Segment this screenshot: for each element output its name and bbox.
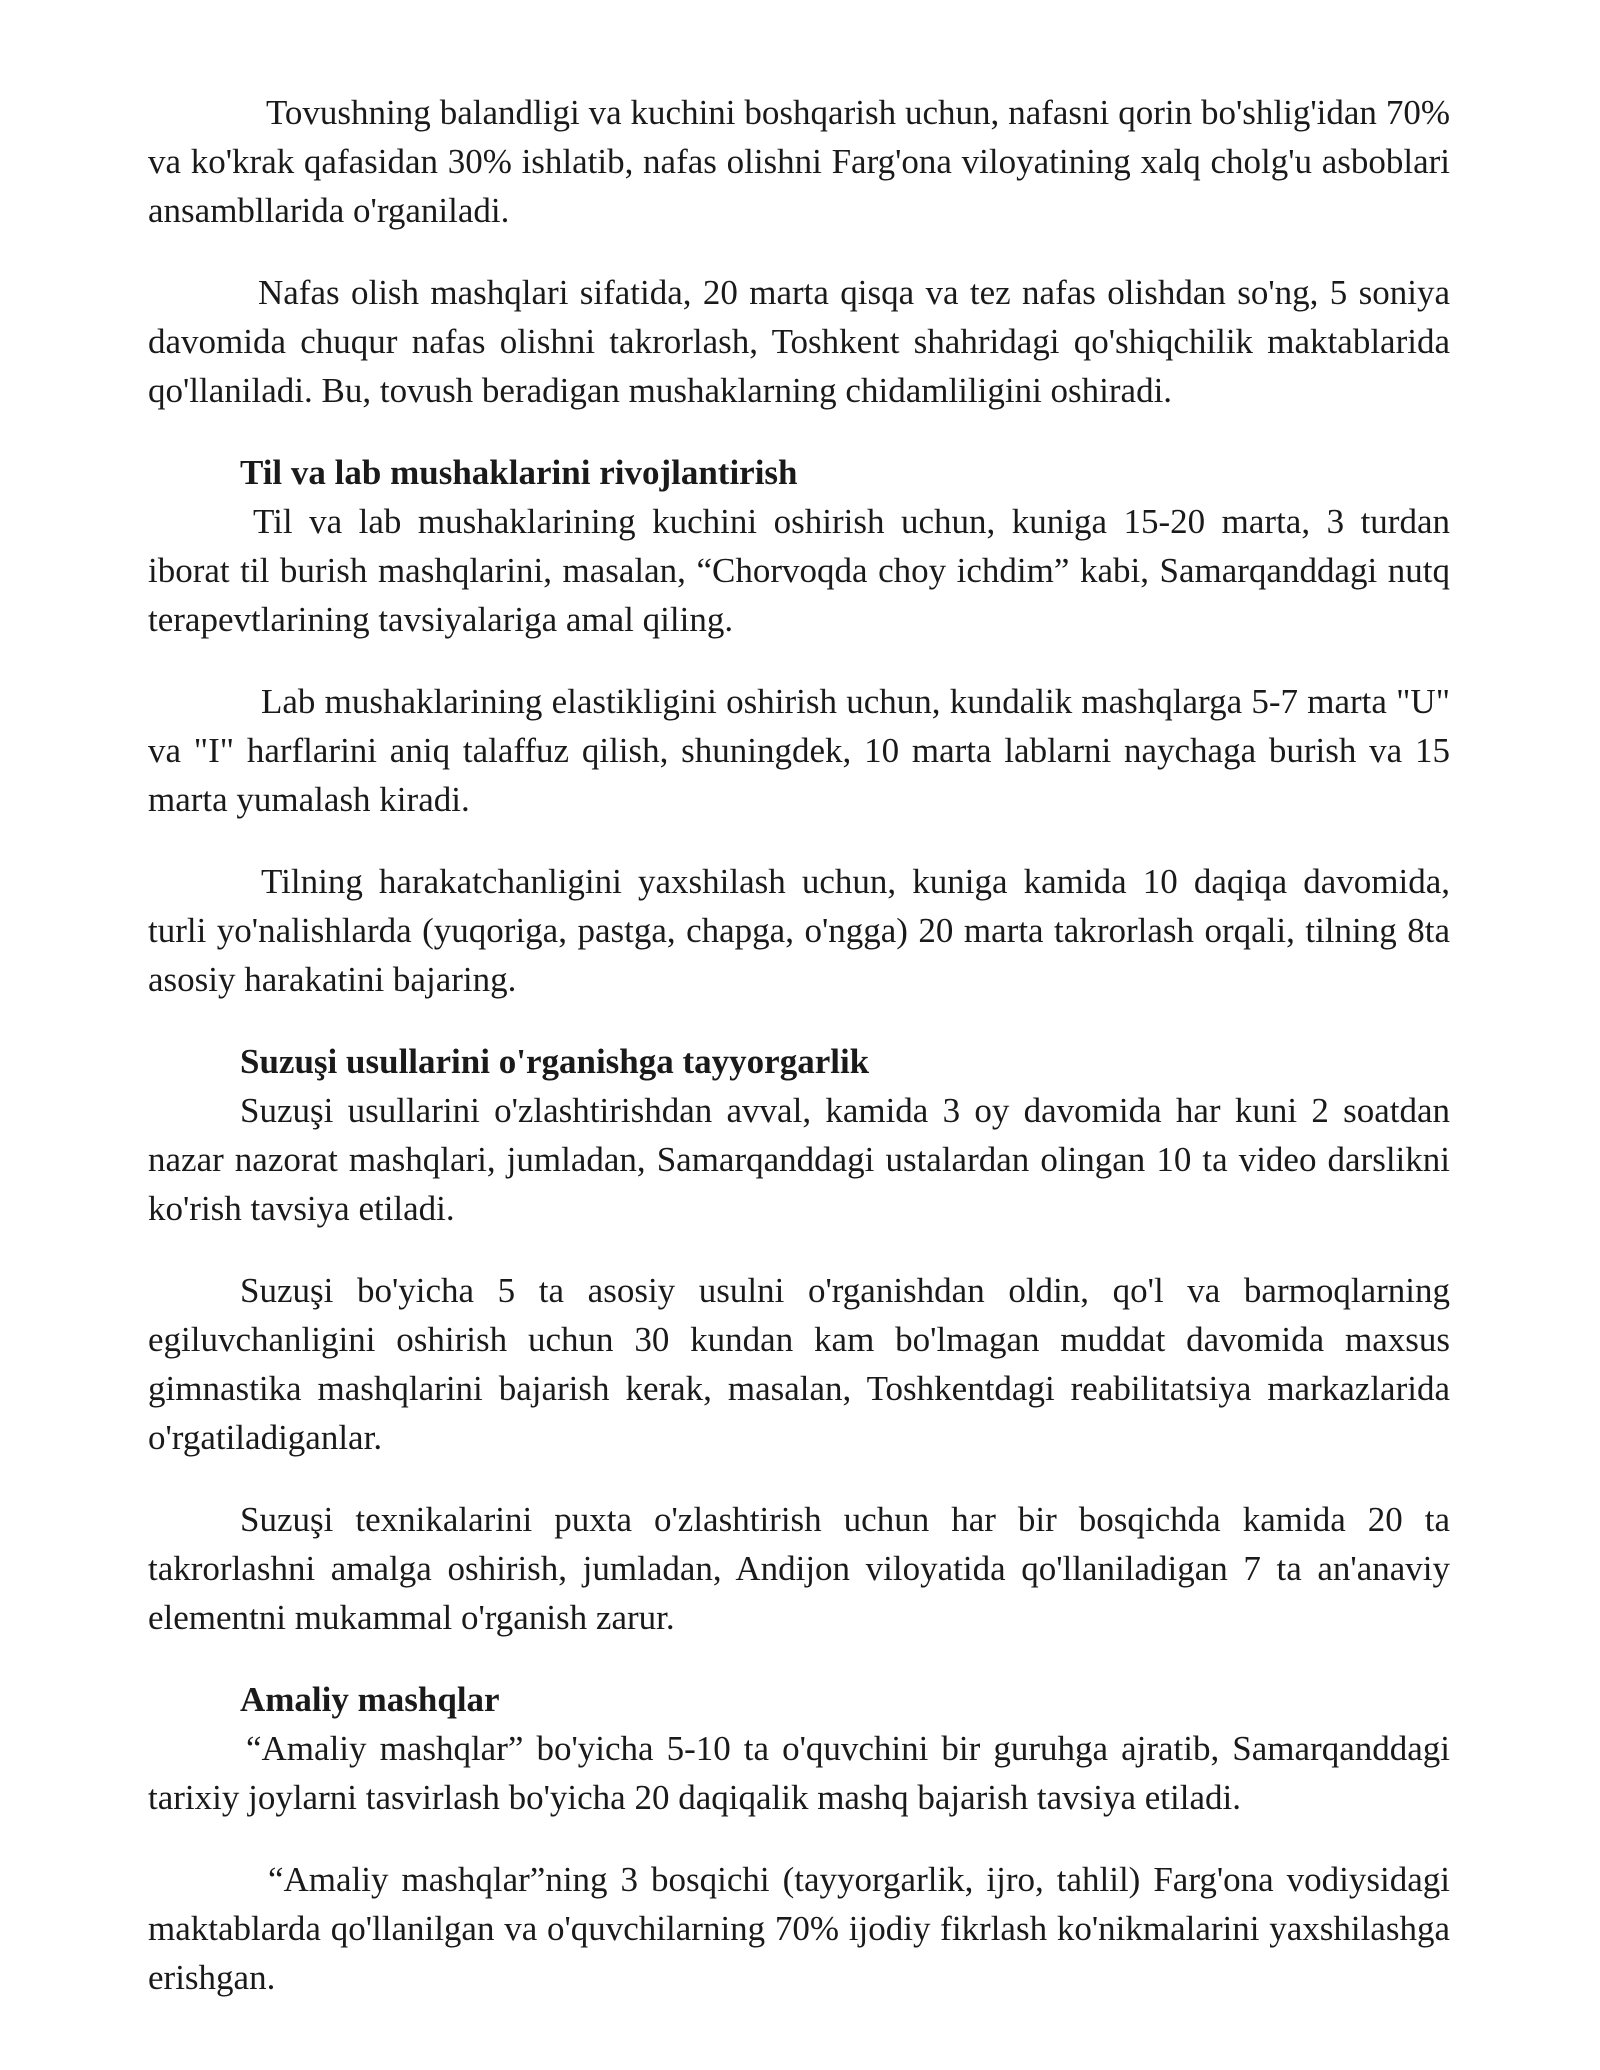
paragraph-voice-control: Tovushning balandligi va kuchini boshqarish uchun, nafasni qorin bo'shlig'idan 70% va ko'krak qafasidan 30% ishlatib, nafas olishni Farg'ona viloyatining xalq cholg'u asboblari ansambllarida o'rganiladi. xyxy=(148,93,1450,230)
section-heading: Amaliy mashqlar xyxy=(240,1680,500,1719)
paragraph: Lab mushaklarining elastikligini oshirish uchun, kundalik mashqlarga 5-7 marta "U" va "I" harflarini aniq talaffuz qilish, shuningdek, 10 marta lablarni naychaga burish va 15 marta yumalash kiradi. xyxy=(148,682,1450,819)
paragraph: Suzuşi texnikalarini puxta o'zlashtirish uchun har bir bosqichda kamida 20 ta takrorlashni amalga oshirish, jumladan, Andijon viloyatida qo'llaniladigan 7 ta an'anaviy elementni mukammal o'rganish zarur. xyxy=(148,1500,1450,1637)
paragraph: Suzuşi usullarini o'zlashtirishdan avval, kamida 3 oy davomida har kuni 2 soatdan nazar nazorat mashqlari, jumladan, Samarqanddagi ustalardan olingan 10 ta video darslikni ko'rish tavsiya etiladi. xyxy=(148,1091,1450,1228)
paragraph: Til va lab mushaklarining kuchini oshirish uchun, kuniga 15-20 marta, 3 turdan iborat til burish mashqlarini, masalan, “Chorvoqda choy ichdim” kabi, Samarqanddagi nutq terapevtlarining tavsiyalariga amal qiling. xyxy=(148,502,1450,639)
section-practical-exercises xyxy=(148,1675,1450,2002)
section-heading: Suzuşi usullarini o'rganishga tayyorgarlik xyxy=(240,1042,870,1081)
section-tongue-lips xyxy=(148,448,1450,1004)
section-heading: Til va lab mushaklarini rivojlantirish xyxy=(240,453,798,492)
section-suzusi xyxy=(148,1037,1450,1642)
document-page xyxy=(148,88,1450,2002)
paragraph-breathing-exercises: Nafas olish mashqlari sifatida, 20 marta qisqa va tez nafas olishdan so'ng, 5 soniya davomida chuqur nafas olishni takrorlash, Toshkent shahridagi qo'shiqchilik maktablarida qo'llaniladi. Bu, tovush beradigan mushaklarning chidamliligini oshiradi. xyxy=(148,273,1450,410)
paragraph: “Amaliy mashqlar” bo'yicha 5-10 ta o'quvchini bir guruhga ajratib, Samarqanddagi tarixiy joylarni tasvirlash bo'yicha 20 daqiqalik mashq bajarish tavsiya etiladi. xyxy=(148,1729,1450,1817)
paragraph: Suzuşi bo'yicha 5 ta asosiy usulni o'rganishdan oldin, qo'l va barmoqlarning egiluvchanligini oshirish uchun 30 kundan kam bo'lmagan muddat davomida maxsus gimnastika mashqlarini bajarish kerak, masalan, Toshkentdagi reabilitatsiya markazlarida o'rgatiladiganlar. xyxy=(148,1271,1450,1457)
paragraph: “Amaliy mashqlar”ning 3 bosqichi (tayyorgarlik, ijro, tahlil) Farg'ona vodiysidagi maktablarda qo'llanilgan va o'quvchilarning 70% ijodiy fikrlash ko'nikmalarini yaxshilashga erishgan. xyxy=(148,1860,1450,1997)
paragraph: Tilning harakatchanligini yaxshilash uchun, kuniga kamida 10 daqiqa davomida, turli yo'nalishlarda (yuqoriga, pastga, chapga, o'ngga) 20 marta takrorlash orqali, tilning 8ta asosiy harakatini bajaring. xyxy=(148,862,1450,999)
